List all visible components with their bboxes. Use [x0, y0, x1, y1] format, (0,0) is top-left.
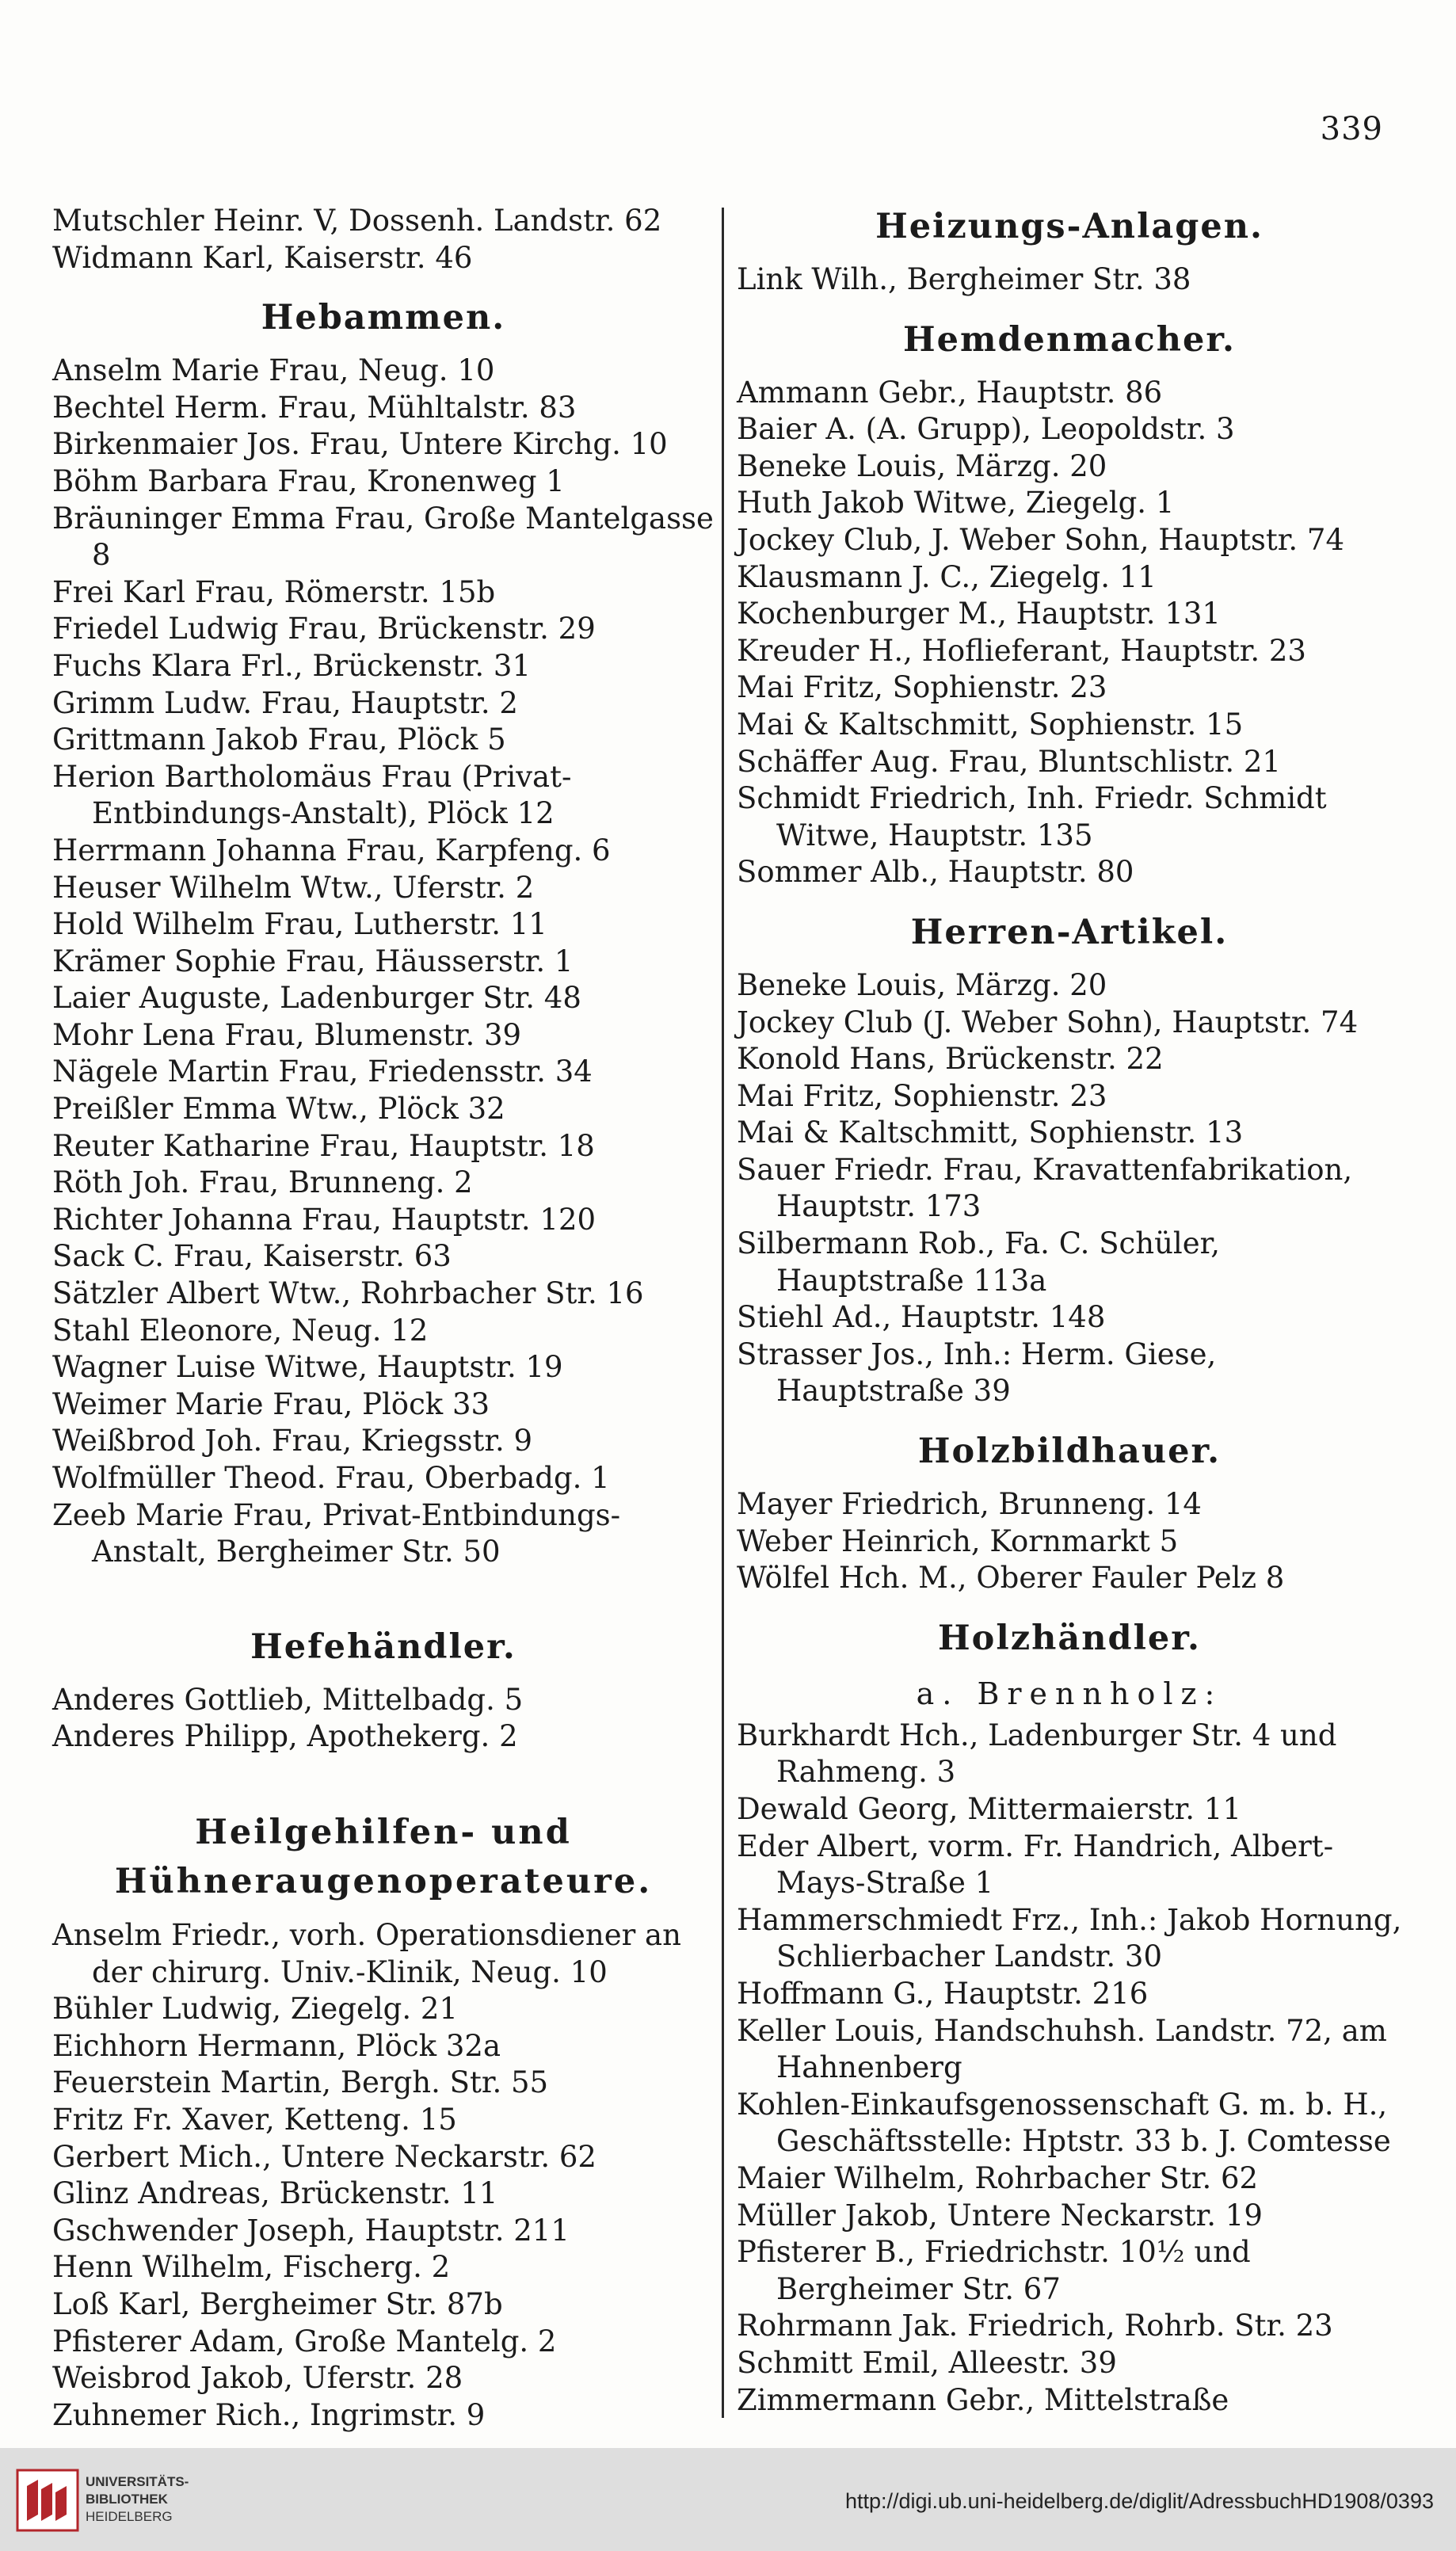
directory-entry: Schäffer Aug. Frau, Bluntschlistr. 21: [737, 744, 1281, 779]
directory-entry: Widmann Karl, Kaiserstr. 46: [52, 240, 473, 275]
directory-entry: Pfisterer B., Friedrichstr. 10½ und Bergheimer Str. 67: [737, 2235, 1251, 2306]
directory-entry: Hammerschmiedt Frz., Inh.: Jakob Hornung, Schlierbacher Landstr. 30: [737, 1902, 1402, 1974]
directory-entry: Sack C. Frau, Kaiserstr. 63: [52, 1239, 452, 1274]
directory-entry: Weber Heinrich, Kornmarkt 5: [737, 1523, 1179, 1558]
directory-entry: Strasser Jos., Inh.: Herm. Giese, Hauptstraße 39: [737, 1337, 1217, 1409]
directory-entry: Bechtel Herm. Frau, Mühltalstr. 83: [52, 390, 577, 425]
right-column: [737, 203, 1402, 2419]
directory-entry: Röth Joh. Frau, Brunneng. 2: [52, 1165, 473, 1200]
section-gap: [52, 1571, 715, 1606]
directory-entry: Weisbrod Jakob, Uferstr. 28: [52, 2361, 463, 2396]
directory-entry: Ammann Gebr., Hauptstr. 86: [737, 375, 1163, 410]
directory-entry: Grimm Ludw. Frau, Hauptstr. 2: [52, 685, 518, 720]
directory-entry: Richter Johanna Frau, Hauptstr. 120: [52, 1202, 597, 1237]
library-name-line: HEIDELBERG: [86, 2509, 173, 2524]
directory-entry: Schmitt Emil, Alleestr. 39: [737, 2345, 1117, 2380]
directory-entry: Anderes Gottlieb, Mittelbadg. 5: [52, 1682, 524, 1717]
directory-entry: Preißler Emma Wtw., Plöck 32: [52, 1092, 505, 1127]
section-heading: Holzhändler.: [938, 1618, 1201, 1658]
directory-entry: Link Wilh., Bergheimer Str. 38: [737, 262, 1191, 296]
directory-entry: Müller Jakob, Untere Neckarstr. 19: [737, 2198, 1263, 2233]
directory-entry: Huth Jakob Witwe, Ziegelg. 1: [737, 486, 1175, 520]
directory-entry: Fuchs Klara Frl., Brückenstr. 31: [52, 648, 531, 683]
directory-entry: Herrmann Johanna Frau, Karpfeng. 6: [52, 833, 611, 867]
directory-entry: Böhm Barbara Frau, Kronenweg 1: [52, 463, 565, 498]
directory-entry: Schmidt Friedrich, Inh. Friedr. Schmidt Witwe, Hauptstr. 135: [737, 781, 1327, 852]
directory-entry: Heuser Wilhelm Wtw., Uferstr. 2: [52, 870, 535, 905]
directory-entry: Fritz Fr. Xaver, Ketteng. 15: [52, 2102, 457, 2137]
directory-entry: Mutschler Heinr. V, Dossenh. Landstr. 62: [52, 204, 662, 238]
section-heading: Herren-Artikel.: [910, 912, 1229, 952]
library-name: [86, 2473, 189, 2526]
section-heading: Hemdenmacher.: [902, 319, 1236, 360]
directory-entry: Kreuder H., Hoflieferant, Hauptstr. 23: [737, 633, 1306, 668]
directory-entry: Beneke Louis, Märzg. 20: [737, 967, 1107, 1002]
directory-entry: Sauer Friedr. Frau, Kravattenfabrikation, Hauptstr. 173: [737, 1152, 1353, 1224]
section-heading: Holzbildhauer.: [917, 1432, 1222, 1472]
directory-entry: Wagner Luise Witwe, Hauptstr. 19: [52, 1350, 563, 1385]
directory-entry: Stiehl Ad., Hauptstr. 148: [737, 1300, 1106, 1335]
directory-entry: Herion Bartholomäus Frau (Privat-Entbindungs-Anstalt), Plöck 12: [52, 759, 572, 831]
directory-entry: Laier Auguste, Ladenburger Str. 48: [52, 981, 581, 1016]
left-column: [52, 203, 715, 2434]
directory-entry: Klausmann J. C., Ziegelg. 11: [737, 559, 1157, 594]
directory-entry: Jockey Club (J. Weber Sohn), Hauptstr. 74: [737, 1005, 1359, 1039]
directory-entry: Zeeb Marie Frau, Privat-Entbindungs-Anstalt, Bergheimer Str. 50: [52, 1497, 621, 1569]
directory-entry: Gerbert Mich., Untere Neckarstr. 62: [52, 2139, 597, 2174]
directory-entry: Loß Karl, Bergheimer Str. 87b: [52, 2286, 503, 2321]
directory-entry: Maier Wilhelm, Rohrbacher Str. 62: [737, 2160, 1259, 2195]
directory-entry: Zimmermann Gebr., Mittelstraße: [737, 2382, 1229, 2417]
directory-entry: Bühler Ludwig, Ziegelg. 21: [52, 1992, 458, 2027]
directory-entry: Grittmann Jakob Frau, Plöck 5: [52, 723, 506, 757]
page-number: 339: [1320, 111, 1383, 147]
directory-entry: Glinz Andreas, Brückenstr. 11: [52, 2176, 498, 2211]
directory-entry: Mayer Friedrich, Brunneng. 14: [737, 1487, 1202, 1522]
directory-entry: Pfisterer Adam, Große Mantelg. 2: [52, 2324, 557, 2358]
directory-entry: Birkenmaier Jos. Frau, Untere Kirchg. 10: [52, 427, 668, 462]
directory-entry: Mai & Kaltschmitt, Sophienstr. 13: [737, 1115, 1244, 1150]
directory-entry: Eichhorn Hermann, Plöck 32a: [52, 2028, 501, 2063]
directory-entry: Frei Karl Frau, Römerstr. 15b: [52, 574, 496, 609]
directory-entry: Hold Wilhelm Frau, Lutherstr. 11: [52, 907, 547, 942]
section-heading: Heilgehilfen- und Hühneraugenoperateure.: [114, 1812, 653, 1901]
directory-entry: Anselm Marie Frau, Neug. 10: [52, 353, 495, 388]
column-divider: [722, 208, 724, 2418]
directory-entry: Hoffmann G., Hauptstr. 216: [737, 1976, 1149, 2011]
directory-entry: Henn Wilhelm, Fischerg. 2: [52, 2250, 451, 2285]
library-name-line: UNIVERSITÄTS-: [86, 2474, 189, 2489]
directory-entry: Rohrmann Jak. Friedrich, Rohrb. Str. 23: [737, 2309, 1333, 2343]
library-name-line: BIBLIOTHEK: [86, 2492, 168, 2507]
directory-entry: Anderes Philipp, Apothekerg. 2: [52, 1719, 518, 1754]
directory-entry: Eder Albert, vorm. Fr. Handrich, Albert-Mays-Straße 1: [737, 1828, 1334, 1901]
source-url-link[interactable]: http://digi.ub.uni-heidelberg.de/diglit/AdressbuchHD1908/0393: [844, 2489, 1434, 2513]
directory-entry: Feuerstein Martin, Bergh. Str. 55: [52, 2065, 549, 2100]
directory-entry: Reuter Katharine Frau, Hauptstr. 18: [52, 1128, 595, 1163]
section-subheading: a. Brennholz:: [916, 1676, 1223, 1711]
directory-entry: Stahl Eleonore, Neug. 12: [52, 1313, 429, 1348]
directory-entry: Anselm Friedr., vorh. Operationsdiener an der chirurg. Univ.-Klinik, Neug. 10: [52, 1917, 681, 1989]
directory-entry: Mai Fritz, Sophienstr. 23: [737, 670, 1107, 705]
directory-entry: Konold Hans, Brückenstr. 22: [737, 1042, 1164, 1077]
directory-entry: Friedel Ludwig Frau, Brückenstr. 29: [52, 612, 596, 646]
section-heading: Heizungs-Anlagen.: [875, 207, 1264, 246]
directory-entry: Jockey Club, J. Weber Sohn, Hauptstr. 74: [737, 522, 1345, 557]
section-heading: Hefehändler.: [250, 1626, 516, 1667]
directory-entry: Burkhardt Hch., Ladenburger Str. 4 und Rahmeng. 3: [737, 1718, 1337, 1790]
directory-entry: Kochenburger M., Hauptstr. 131: [737, 597, 1221, 631]
university-library-logo-icon: [16, 2469, 79, 2532]
directory-entry: Sommer Alb., Hauptstr. 80: [737, 855, 1134, 890]
directory-entry: Bräuninger Emma Frau, Große Mantelgasse 8: [52, 501, 714, 573]
directory-entry: Silbermann Rob., Fa. C. Schüler, Hauptstraße 113a: [737, 1226, 1221, 1298]
directory-entry: Keller Louis, Handschuhsh. Landstr. 72, am Hahnenberg: [737, 2013, 1387, 2085]
section-gap: [52, 1756, 715, 1790]
directory-entry: Mai Fritz, Sophienstr. 23: [737, 1078, 1107, 1113]
directory-entry: Zuhnemer Rich., Ingrimstr. 9: [52, 2397, 486, 2432]
directory-entry: Mohr Lena Frau, Blumenstr. 39: [52, 1017, 522, 1052]
directory-entry: Beneke Louis, Märzg. 20: [737, 448, 1107, 483]
directory-entry: Weißbrod Joh. Frau, Kriegsstr. 9: [52, 1424, 533, 1459]
directory-entry: Mai & Kaltschmitt, Sophienstr. 15: [737, 707, 1244, 742]
directory-entry: Kohlen-Einkaufsgenossenschaft G. m. b. H., Geschäftsstelle: Hptstr. 33 b. J. Comtesse: [737, 2087, 1391, 2159]
directory-entry: Gschwender Joseph, Hauptstr. 211: [52, 2213, 570, 2248]
directory-entry: Krämer Sophie Frau, Häusserstr. 1: [52, 944, 574, 978]
directory-entry: Wölfel Hch. M., Oberer Fauler Pelz 8: [737, 1561, 1285, 1596]
directory-entry: Sätzler Albert Wtw., Rohrbacher Str. 16: [52, 1276, 644, 1311]
directory-entry: Dewald Georg, Mittermaierstr. 11: [737, 1792, 1241, 1826]
directory-entry: Baier A. (A. Grupp), Leopoldstr. 3: [737, 412, 1235, 447]
footer-bar: [0, 2448, 1456, 2551]
directory-entry: Weimer Marie Frau, Plöck 33: [52, 1386, 490, 1421]
directory-entry: Wolfmüller Theod. Frau, Oberbadg. 1: [52, 1461, 610, 1495]
section-heading: Hebammen.: [261, 298, 506, 338]
directory-entry: Nägele Martin Frau, Friedensstr. 34: [52, 1054, 593, 1089]
